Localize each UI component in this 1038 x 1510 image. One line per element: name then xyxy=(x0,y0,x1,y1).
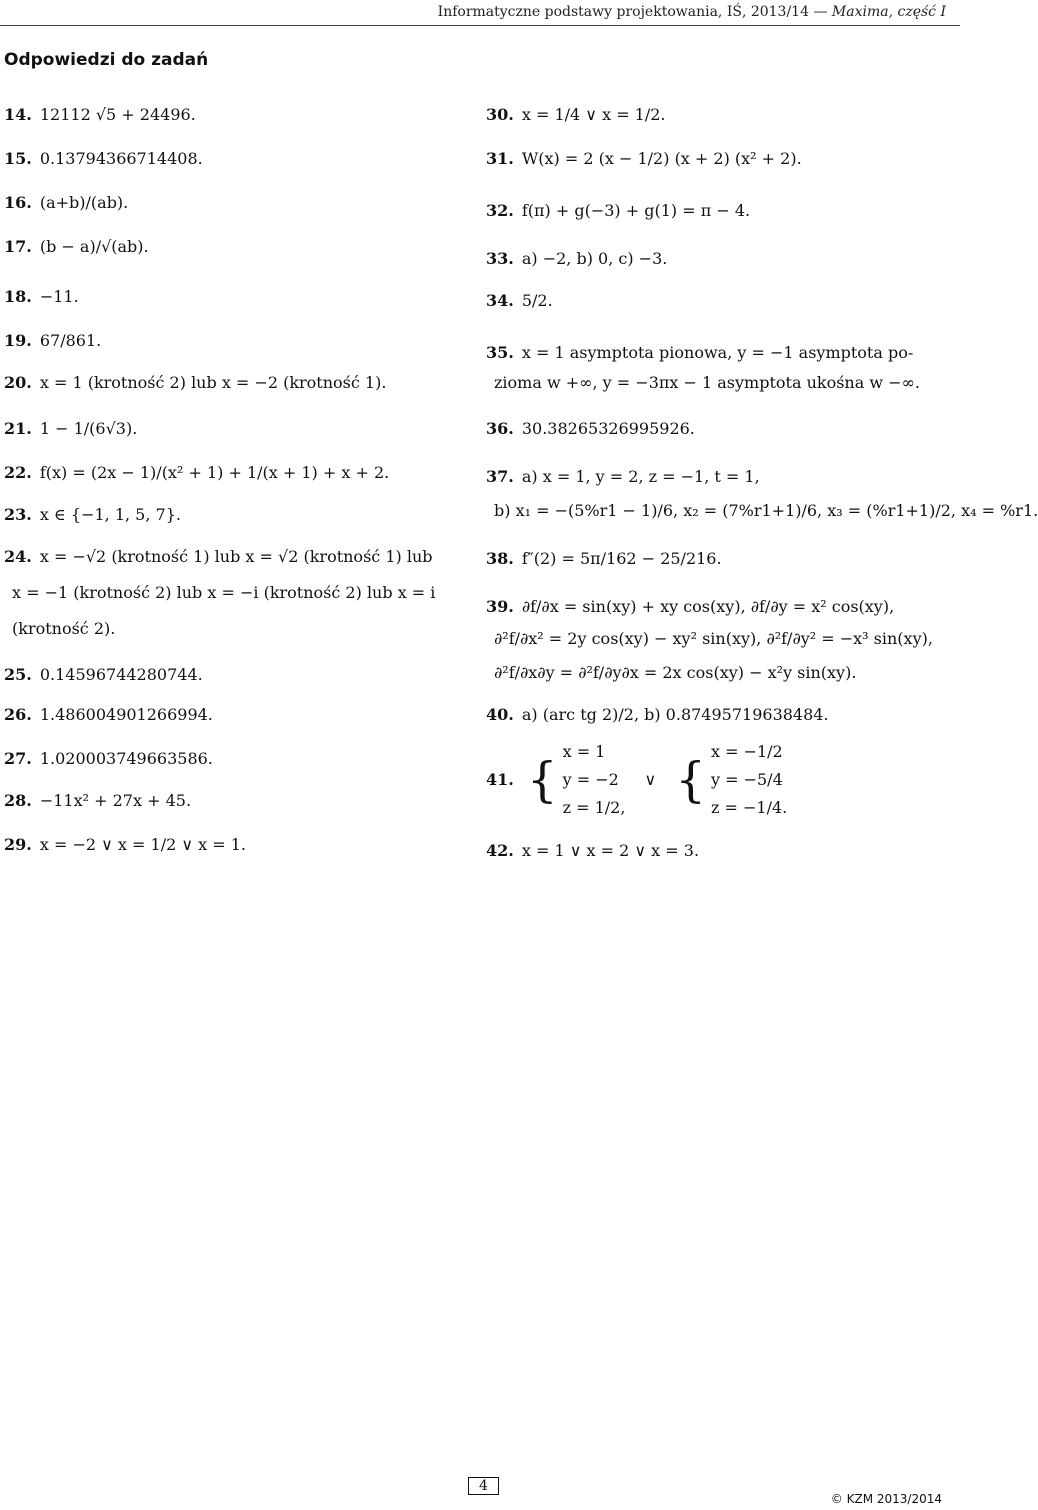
answer-item xyxy=(486,466,760,488)
answer-text: ∂²f/∂x∂y = ∂²f/∂y∂x = 2x cos(xy) − x²y sin(xy). xyxy=(494,663,857,682)
answer-number: 39. xyxy=(486,597,514,616)
answer-number: 22. xyxy=(4,463,32,482)
answer-text: W(x) = 2 (x − 1/2) (x + 2) (x² + 2). xyxy=(521,149,802,168)
answer-number: 17. xyxy=(4,237,32,256)
answer-text: x = 1 (krotność 2) lub x = −2 (krotność 1). xyxy=(39,373,387,392)
system-line: z = 1/2, xyxy=(562,798,626,817)
answer-item xyxy=(486,548,722,570)
equation-system-2 xyxy=(711,738,787,822)
answer-item xyxy=(4,546,433,568)
answer-number: 37. xyxy=(486,467,514,486)
answer-text: a) (arc tg 2)/2, b) 0.87495719638484. xyxy=(521,705,829,724)
answer-number: 38. xyxy=(486,549,514,568)
copyright-footer: © KZM 2013/2014 xyxy=(830,1492,942,1506)
answer-item xyxy=(4,192,128,214)
system-line: x = −1/2 xyxy=(710,742,783,761)
answer-item xyxy=(4,462,389,484)
answer-text: (krotność 2). xyxy=(12,619,116,638)
answer-item xyxy=(4,618,115,640)
answer-number: 33. xyxy=(486,249,514,268)
answer-number: 35. xyxy=(486,343,514,362)
answer-item xyxy=(486,704,829,726)
answer-text: 12112 √5 + 24496. xyxy=(39,105,196,124)
answer-number: 28. xyxy=(4,791,32,810)
answer-number: 42. xyxy=(486,841,514,860)
answer-number: 20. xyxy=(4,373,32,392)
answer-number: 26. xyxy=(4,705,32,724)
system-line: y = −2 xyxy=(562,770,619,789)
answer-number: 21. xyxy=(4,419,32,438)
answer-number: 34. xyxy=(486,291,514,310)
answer-item xyxy=(4,504,181,526)
answer-number: 31. xyxy=(486,149,514,168)
answer-text: −11x² + 27x + 45. xyxy=(39,791,192,810)
answer-item xyxy=(486,662,856,684)
answer-text: (a+b)/(ab). xyxy=(39,193,129,212)
answer-text: x = −√2 (krotność 1) lub x = √2 (krotność 1) lub xyxy=(39,547,433,566)
answer-item xyxy=(486,342,913,364)
answer-text: ∂²f/∂x² = 2y cos(xy) − xy² sin(xy), ∂²f/∂y² = −x³ sin(xy), xyxy=(494,629,933,648)
answer-item xyxy=(4,236,149,258)
answer-number: 14. xyxy=(4,105,32,124)
system-line: x = 1 xyxy=(562,742,606,761)
answer-text: 0.13794366714408. xyxy=(39,149,203,168)
answer-text: x = −2 ∨ x = 1/2 ∨ x = 1. xyxy=(39,835,247,854)
answer-text: ∂f/∂x = sin(xy) + xy cos(xy), ∂f/∂y = x² cos(xy), xyxy=(521,597,895,616)
answer-text: a) x = 1, y = 2, z = −1, t = 1, xyxy=(521,467,760,486)
answer-number: 15. xyxy=(4,149,32,168)
answer-item-system xyxy=(486,738,787,822)
answer-item xyxy=(486,596,894,618)
answer-text: −11. xyxy=(39,287,79,306)
system-line: z = −1/4. xyxy=(710,798,788,817)
left-brace: { xyxy=(675,752,706,808)
answer-item xyxy=(486,372,920,394)
answer-item xyxy=(4,790,191,812)
answer-item xyxy=(4,104,196,126)
answer-item xyxy=(486,628,933,650)
answer-number: 36. xyxy=(486,419,514,438)
answer-item xyxy=(486,200,750,222)
header-topic: Maxima, część I xyxy=(831,4,946,20)
or-symbol: ∨ xyxy=(644,769,657,789)
answer-item xyxy=(4,372,386,394)
answer-text: 30.38265326995926. xyxy=(521,419,695,438)
answer-item xyxy=(4,330,101,352)
header-rule xyxy=(0,25,960,26)
answer-number: 24. xyxy=(4,547,32,566)
answer-item xyxy=(4,834,246,856)
left-brace: { xyxy=(526,752,558,808)
answer-text: 1.020003749663586. xyxy=(39,749,213,768)
answer-item xyxy=(4,582,435,604)
answer-text: (b − a)/√(ab). xyxy=(39,237,149,256)
answer-text: x = −1 (krotność 2) lub x = −i (krotność 2) lub x = i xyxy=(12,583,436,602)
answer-text: x = 1 asymptota pionowa, y = −1 asymptota po- xyxy=(521,343,914,362)
answer-text: 1.486004901266994. xyxy=(39,705,213,724)
page-number: 4 xyxy=(468,1477,499,1495)
answer-number: 23. xyxy=(4,505,32,524)
answer-number: 29. xyxy=(4,835,32,854)
answer-item xyxy=(486,104,666,126)
answer-number: 27. xyxy=(4,749,32,768)
answer-item xyxy=(4,148,203,170)
section-title: Odpowiedzi do zadań xyxy=(4,50,209,70)
answer-text: zioma w +∞, y = −3πx − 1 asymptota ukośna w −∞. xyxy=(494,373,920,392)
answer-item xyxy=(4,664,203,686)
answer-text: 0.14596744280744. xyxy=(39,665,203,684)
answer-number: 32. xyxy=(486,201,514,220)
answer-item xyxy=(4,704,213,726)
answer-text: a) −2, b) 0, c) −3. xyxy=(521,249,668,268)
answer-text: x = 1/4 ∨ x = 1/2. xyxy=(521,105,666,124)
answer-item xyxy=(486,840,699,862)
answer-text: 67/861. xyxy=(39,331,102,350)
answer-item xyxy=(486,500,1038,522)
answer-item xyxy=(486,290,553,312)
answer-number: 19. xyxy=(4,331,32,350)
answer-text: 5/2. xyxy=(521,291,553,310)
running-header xyxy=(438,4,946,20)
answer-text: 1 − 1/(6√3). xyxy=(39,419,138,438)
answer-item xyxy=(486,248,667,270)
answer-item xyxy=(4,418,137,440)
answer-text: b) x₁ = −(5%r1 − 1)/6, x₂ = (7%r1+1)/6, x₃ = (%r1+1)/2, x₄ = %r1. xyxy=(494,501,1038,520)
answer-number: 40. xyxy=(486,705,514,724)
answer-text: x ∈ {−1, 1, 5, 7}. xyxy=(39,505,181,524)
equation-system-1 xyxy=(563,738,626,822)
answer-item xyxy=(486,418,695,440)
answer-text: x = 1 ∨ x = 2 ∨ x = 3. xyxy=(521,841,700,860)
header-prefix: Informatyczne podstawy projektowania, IŚ, 2013/14 — xyxy=(437,4,832,20)
answer-text: f(π) + g(−3) + g(1) = π − 4. xyxy=(521,201,751,220)
answer-text: f(x) = (2x − 1)/(x² + 1) + 1/(x + 1) + x + 2. xyxy=(39,463,390,482)
answer-item xyxy=(4,748,213,770)
answer-number: 16. xyxy=(4,193,32,212)
answer-text: f″(2) = 5π/162 − 25/216. xyxy=(521,549,722,568)
answer-item xyxy=(486,148,802,170)
answer-item xyxy=(4,286,79,308)
answer-number: 30. xyxy=(486,105,514,124)
answer-number: 41. xyxy=(486,769,514,789)
answer-number: 18. xyxy=(4,287,32,306)
answer-number: 25. xyxy=(4,665,32,684)
system-line: y = −5/4 xyxy=(710,770,783,789)
